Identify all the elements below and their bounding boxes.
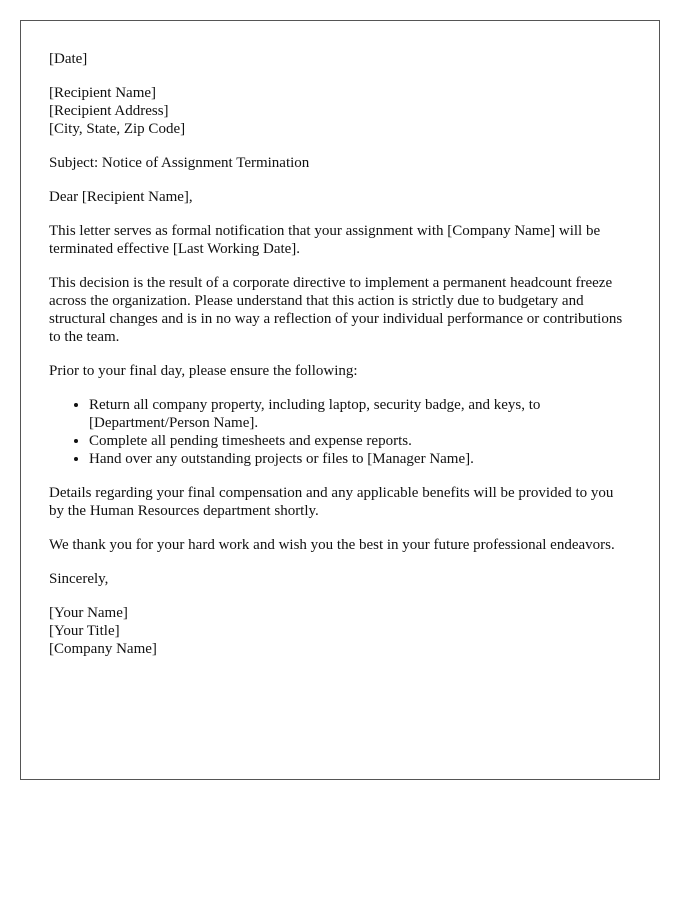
salutation: Dear [Recipient Name], [49,189,193,205]
signature-block [49,604,631,658]
date-text: [Date] [49,51,88,67]
subject-line: Subject: Notice of Assignment Termination [49,155,310,171]
signature-company: [Company Name] [49,641,157,657]
checklist-item-return-property: • Return all company property, including laptop, security badge, and keys, to [Department/Person Name]. [89,396,631,432]
checklist-item-timesheets: • Complete all pending timesheets and expense reports. [89,432,631,450]
letter-page [20,20,660,780]
body-paragraph-thanks: We thank you for your hard work and wish you the best in your future professional endeavors. [49,537,615,553]
recipient-city-state-zip: [City, State, Zip Code] [49,121,186,137]
checklist-item-handover: • Hand over any outstanding projects or files to [Manager Name]. [89,450,631,468]
body-paragraph-reason: This decision is the result of a corporate directive to implement a permanent headcount freeze across the organization. Please understand that this action is strictly due to budgetary and structural changes and is in no way a reflection of your individual performance or contributions to the team. [49,275,623,345]
body-paragraph-compensation: Details regarding your final compensation and any applicable benefits will be provided to you by the Human Resources department shortly. [49,485,614,519]
signature-title: [Your Title] [49,623,120,639]
body-paragraph-notification: This letter serves as formal notification that your assignment with [Company Name] will be terminated effective [Last Working Date]. [49,223,601,257]
recipient-address-block [49,84,631,138]
letter-date [49,50,631,68]
checklist [49,396,631,468]
recipient-name: [Recipient Name] [49,85,157,101]
body-paragraph-checklist-intro: Prior to your final day, please ensure the following: [49,363,358,379]
sign-off: Sincerely, [49,571,109,587]
signature-name: [Your Name] [49,605,128,621]
recipient-address: [Recipient Address] [49,103,169,119]
